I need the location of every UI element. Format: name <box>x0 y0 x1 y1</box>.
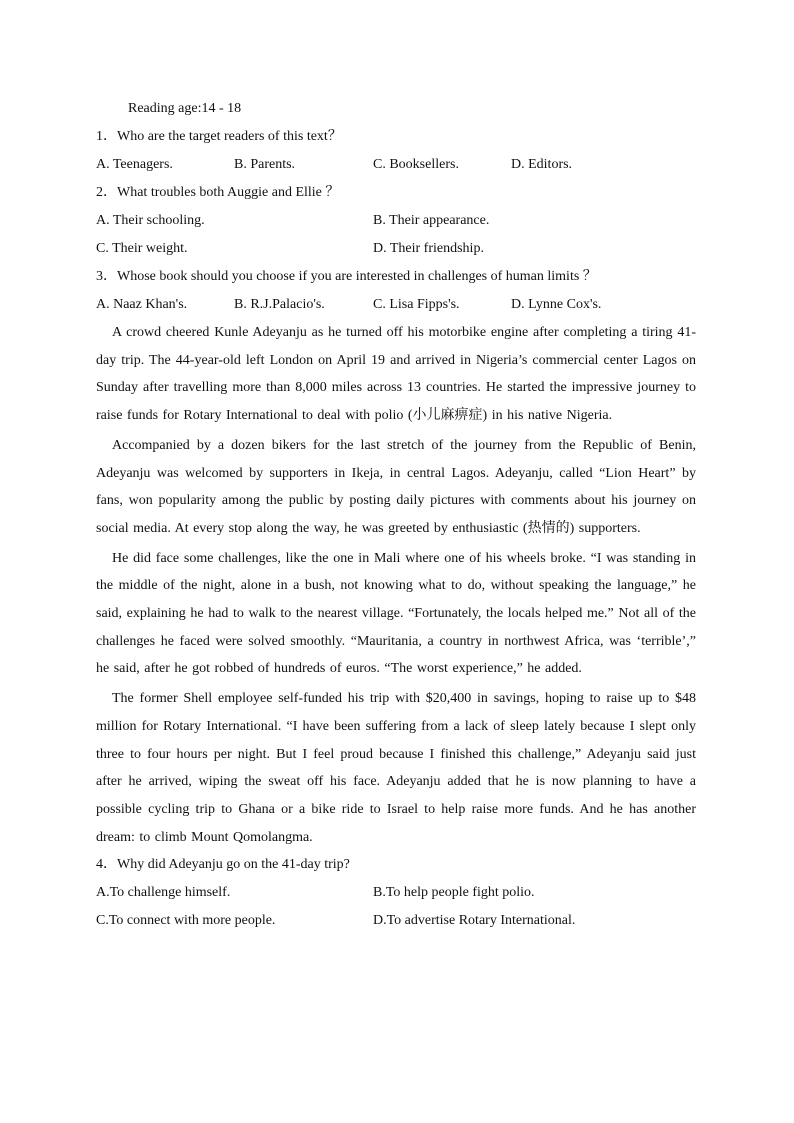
passage-paragraph-4: The former Shell employee self-funded his trip with $20,400 in savings, hoping to raise up to $48 million for Rotary International. “I have been suffering from a lack of sleep lately because I slept only three to four hours per night. But I feel proud because I finished this challenge,” Adeyanju said just after he arrived, wiping the sweat off his face. Adeyanju added that he is now planning to have a possible cycling trip to Ghana or a bike ride to Israel to help raise more funds. And he has another dream: to climb Mount Qomolangma. <box>96 691 696 845</box>
q2-option-b: B. Their appearance. <box>373 213 490 228</box>
document-page <box>96 95 696 935</box>
q4-option-a: A.To challenge himself. <box>96 885 231 901</box>
q4-option-b: B.To help people fight polio. <box>373 885 535 901</box>
q3-option-d: D. Lynne Cox's. <box>511 297 602 312</box>
question-2-options-row1 <box>96 207 696 235</box>
q1-option-d: D. Editors. <box>511 157 573 172</box>
reading-age: Reading age:14 - 18 <box>128 101 242 116</box>
question-3-stem: 3．Whose book should you choose if you are interested in challenges of human limits ？ <box>96 269 597 284</box>
passage-paragraph-3: He did face some challenges, like the one in Mali where one of his wheels broke. “I was standing in the middle of the night, alone in a bush, not knowing what to do, without speaking the language,” he said, explaining he had to walk to the nearest village. “Fortunately, the locals helped me.” Not all of the challenges he faced were solved smoothly. “Mauritania, a country in northwest Africa, was ‘terrible’,” he said, after he got robbed of hundreds of euros. “The worst experience,” he added. <box>96 550 696 677</box>
q1-option-c: C. Booksellers. <box>373 157 459 172</box>
question-3-options <box>96 291 696 319</box>
question-4-options-row1 <box>96 879 696 907</box>
q3-option-c: C. Lisa Fipps's. <box>373 297 460 312</box>
question-4-options-row2 <box>96 907 696 935</box>
q4-option-c: C.To connect with more people. <box>96 913 276 929</box>
q2-option-c: C. Their weight. <box>96 241 188 256</box>
q3-option-b: B. R.J.Palacio's. <box>234 297 325 312</box>
q4-option-d: D.To advertise Rotary International. <box>373 913 576 929</box>
question-4-stem: 4．Why did Adeyanju go on the 41-day trip? <box>96 857 350 873</box>
q2-option-d: D. Their friendship. <box>373 241 484 256</box>
question-2-options-row2 <box>96 235 696 263</box>
question-1-options <box>96 151 696 179</box>
q3-option-a: A. Naaz Khan's. <box>96 297 188 312</box>
q1-option-b: B. Parents. <box>234 157 296 172</box>
q1-option-a: A. Teenagers. <box>96 157 173 172</box>
passage-paragraph-1: A crowd cheered Kunle Adeyanju as he turned off his motorbike engine after completing a tiring 41-day trip. The 44-year-old left London on April 19 and arrived in Nigeria’s commercial center Lagos on Sunday after travelling more than 8,000 miles across 13 countries. He started the impressive journey to raise funds for Rotary International to deal with polio (小儿麻痹症) in his native Nigeria. <box>96 325 696 424</box>
q2-option-a: A. Their schooling. <box>96 213 205 228</box>
passage-paragraph-2: Accompanied by a dozen bikers for the last stretch of the journey from the Republic of Benin, Adeyanju was welcomed by supporters in Ikeja, in central Lagos. Adeyanju, called “Lion Heart” by fans, won popularity among the public by posting daily pictures with comments about his journey on social media. At every stop along the way, he was greeted by enthusiastic (热情的) supporters. <box>96 437 696 536</box>
question-2-stem: 2．What troubles both Auggie and Ellie ？ <box>96 185 340 200</box>
question-1-stem: 1．Who are the target readers of this text？ <box>96 129 342 144</box>
